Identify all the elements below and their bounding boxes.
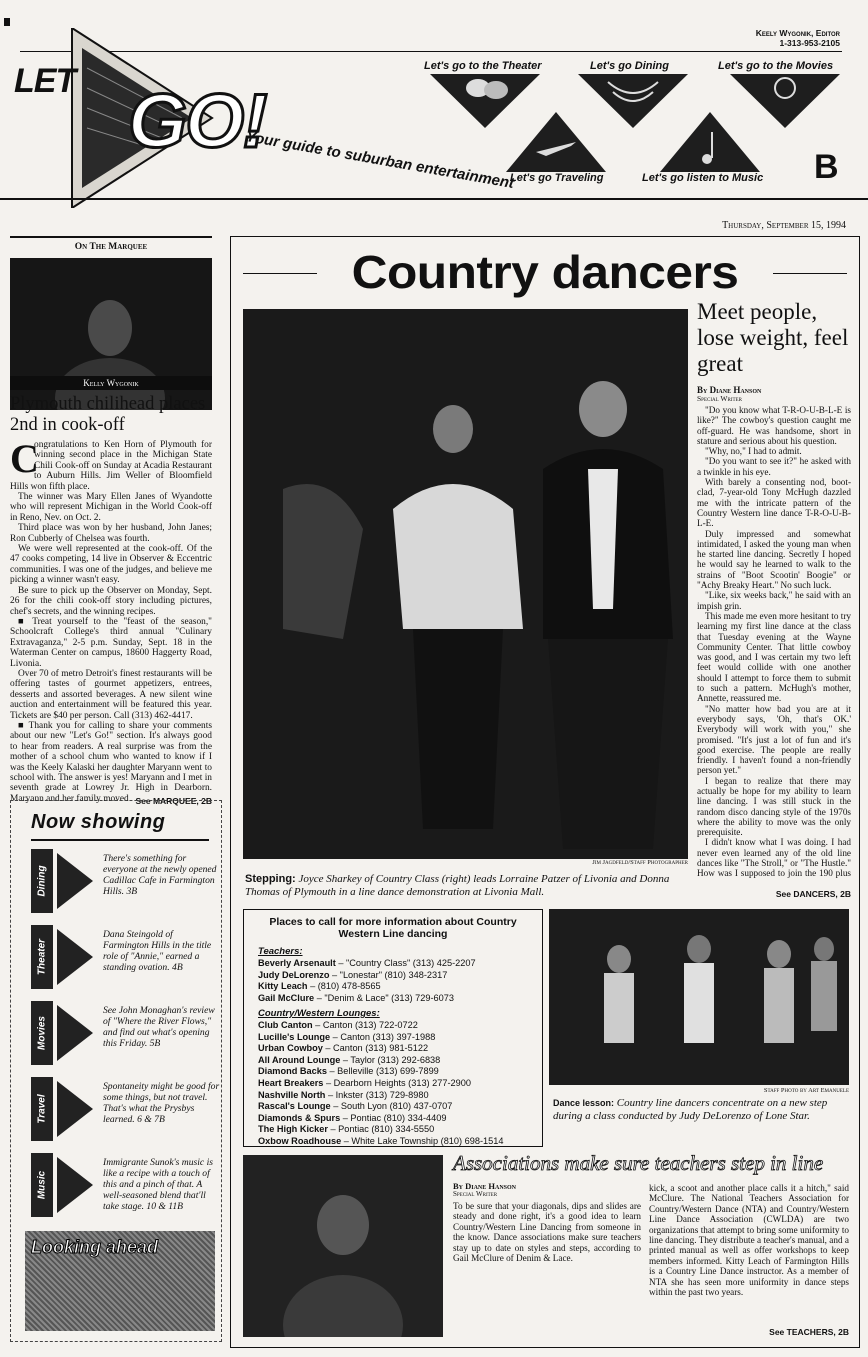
photo-credit: Jim Jagdfeld/Staff Photographer xyxy=(592,859,688,866)
feature-paragraph: "Why, no," I had to admit. xyxy=(705,446,802,457)
category-dining-label[interactable]: Let's go Dining xyxy=(590,60,669,72)
feature-paragraph: "Do you know what T-R-O-U-B-L-E is like?" The cowboy's question caught me off-guard. He was handsome, short in stature and serious about his question. xyxy=(697,405,851,446)
dining-icon xyxy=(57,853,93,909)
item-blurb: Dana Steingold of Farmington Hills in the title role of "Annie," earned a standing ovation. 4B xyxy=(103,929,212,973)
travel-icon xyxy=(57,1081,93,1137)
marquee-paragraph: The winner was Mary Ellen Janes of Wyandotte who will represent Michigan in the World Cook-off in Reno, Nev. on Oct. 2. xyxy=(10,492,212,523)
teacher-name: Gail McClure xyxy=(258,992,315,1003)
headline-rule-right xyxy=(773,273,847,274)
looking-ahead-panel xyxy=(25,1231,215,1331)
line-dancers-icon xyxy=(243,309,688,859)
caption-text: Joyce Sharkey of Country Class (right) leads Lorraine Patzer of Livonia and Donna Thomas of Plymouth in a line dance demonstration at Livonia Mall. xyxy=(245,873,670,898)
category-theater-label[interactable]: Let's go to the Theater xyxy=(424,60,542,72)
theater-icon xyxy=(57,929,93,985)
headline-rule-left xyxy=(243,273,317,274)
corner-mark xyxy=(4,18,10,26)
lounge-entry xyxy=(258,1043,540,1055)
feature-jump[interactable]: See DANCERS, 2B xyxy=(775,889,851,899)
associations-left-text: To be sure that your diagonals, dips and slides are steady and done right, it's a good idea to learn Country/Western Line Dancing from someone in the know. Dance associations make sure teachers stay up to date on styles and steps, according to Gail McClure of Denim & Lace. xyxy=(453,1201,641,1264)
marquee-headline: Plymouth chilihead places 2nd in cook-off xyxy=(10,394,206,435)
marquee-paragraph: We were well represented at the cook-off. Of the 47 cooks competing, 14 live in Observer & Eccentric communities. I was one of the judges, and believe me picking a winner wasn't easy. xyxy=(10,544,212,586)
lounge-name: Oxbow Roadhouse xyxy=(258,1135,342,1146)
movies-icon xyxy=(57,1005,93,1061)
lounge-detail: – Taylor (313) 292-6838 xyxy=(340,1054,441,1065)
lounge-detail: – South Lyon (810) 437-0707 xyxy=(330,1101,453,1112)
dance-lesson-photo xyxy=(549,909,849,1085)
marquee-paragraph: Be sure to pick up the Observer on Monday, Sept. 26 for the chili cook-off story including pictures, chef's secrets, and the winning recipes. xyxy=(10,585,212,617)
teachers-heading: Teachers: xyxy=(258,946,303,957)
category-label: Travel xyxy=(36,1094,48,1124)
category-tab xyxy=(31,925,53,989)
marquee-paragraph: Over 70 of metro Detroit's finest restaurants will be offering tastes of gourmet appetizers, entrees, desserts and assorted beverages. A new silent wine auction and entertainment will be featured this year. Tickets are $40 per person. Call (313) 462-4417. xyxy=(10,668,212,721)
teacher-detail: – (810) 478-8565 xyxy=(307,981,381,992)
travel-plane-icon xyxy=(506,112,606,172)
lounge-name: Heart Breakers xyxy=(258,1077,324,1088)
lounges-heading: Country/Western Lounges: xyxy=(258,1008,380,1019)
marquee-body xyxy=(10,436,212,828)
lounge-detail: – Inkster (313) 729-8980 xyxy=(325,1089,429,1100)
lounge-detail: – Dearborn Heights (313) 277-2900 xyxy=(323,1077,471,1088)
lounge-detail: – Canton (313) 397-1988 xyxy=(330,1031,436,1042)
lounge-detail: – Pontiac (810) 334-4409 xyxy=(340,1112,447,1123)
feature-headline: Country dancers xyxy=(351,246,739,298)
dance-caption-lead: Dance lesson: xyxy=(553,1098,615,1108)
lounge-name: Diamond Backs xyxy=(258,1066,327,1077)
issue-date: Thursday, September 15, 1994 xyxy=(722,220,846,231)
marquee-paragraph: ■ Thank you for calling to share your comments about our new "Let's Go!" section. It's always good to hear from readers. A real surprise was from the mother of a school chum who wanted to know if I was the Keely Kalaski her daughter Maryann went to school with. The answer is yes! Maryann and I met in seventh grade at Lowrey Jr. High in Dearborn. Maryann and her family moved xyxy=(10,720,212,804)
category-movies-label[interactable]: Let's go to the Movies xyxy=(718,60,834,72)
category-label: Dining xyxy=(36,865,48,897)
masthead xyxy=(0,0,868,200)
lounge-detail: – Pontiac (810) 334-5550 xyxy=(327,1124,435,1135)
now-showing-box xyxy=(10,800,222,1342)
feature-byline: By Diane Hanson xyxy=(697,385,762,395)
feature-box xyxy=(230,236,860,1348)
section-letter: B xyxy=(814,148,839,186)
teacher-name: Kitty Leach xyxy=(258,981,308,992)
now-showing-rule xyxy=(31,839,209,841)
associations-headline: Associations make sure teachers step in line xyxy=(453,1151,824,1175)
category-tab xyxy=(31,1001,53,1065)
feature-subhead: Meet people, lose weight, feel great xyxy=(697,299,849,376)
now-showing-item[interactable] xyxy=(31,1153,221,1217)
item-blurb: Immigrante Sunok's music is like a recipe with a touch of this and a pinch of that. A well-seasoned blend that'll take stage. 10 & 11B xyxy=(103,1157,213,1212)
associations-byline: By Diane Hanson xyxy=(453,1181,517,1191)
lounge-entry xyxy=(258,1066,540,1078)
category-tab xyxy=(31,1153,53,1217)
marquee-drop-cap: C xyxy=(10,436,39,481)
lounge-entry xyxy=(258,1124,540,1136)
lounge-entry xyxy=(258,1032,540,1044)
go-word: GO! xyxy=(128,79,266,164)
lounge-name: Club Canton xyxy=(258,1020,313,1030)
lounge-name: Nashville North xyxy=(258,1089,326,1100)
category-traveling-label[interactable]: Let's go Traveling xyxy=(510,172,604,184)
marquee-top-rule xyxy=(10,236,212,238)
marquee-paragraph: ongratulations to Ken Horn of Plymouth for winning second place in the Michigan State Chili Cook-off on Sunday at Acadia Restaurant to Auburn Hills. Jim Weller of Bloomfield Hills won fifth place. xyxy=(10,440,212,492)
lounge-name: Diamonds & Spurs xyxy=(258,1112,341,1123)
feature-body xyxy=(697,405,851,879)
category-tab xyxy=(31,849,53,913)
associations-byline-role: Special Writer xyxy=(453,1190,498,1198)
dance-photo-credit: Staff Photo by Art Emanuele xyxy=(763,1087,849,1094)
dancers-photo xyxy=(243,309,688,859)
music-note-icon xyxy=(660,112,760,172)
lounge-name: Lucille's Lounge xyxy=(258,1031,331,1042)
marquee-paragraph: Third place was won by her husband, John Janes; Ron Cubberly of Chelsea was fourth. xyxy=(10,523,212,544)
teacher-name: Beverly Arsenault xyxy=(258,958,336,968)
teacher-detail: – "Lonestar" (810) 348-2317 xyxy=(329,969,448,980)
marquee-paragraph: ■ Treat yourself to the "feast of the season," Schoolcraft College's third annual "Culinary Extravaganza," 2-5 p.m. Sunday, Sept. 18 in the Waterman Center on campus, 18600 Haggerty Road, Livonia. xyxy=(10,616,212,669)
masthead-bottom-rule xyxy=(0,198,868,200)
category-label: Theater xyxy=(36,938,48,976)
lounge-name: Rascal's Lounge xyxy=(258,1101,331,1112)
marquee-heading: On The Marquee xyxy=(74,242,148,252)
dance-caption-text: Country line dancers concentrate on a new step during a class conducted by Judy DeLorenzo of Lone Star. xyxy=(553,1097,828,1122)
places-title: Places to call for more information about Country Western Line dancing xyxy=(269,916,517,940)
caption-lead: Stepping: xyxy=(245,873,296,885)
marquee-jump[interactable]: See MARQUEE, 2B xyxy=(135,796,212,806)
teacher-entry xyxy=(258,993,538,1005)
now-showing-item[interactable] xyxy=(31,849,221,913)
item-blurb: There's something for everyone at the newly opened Cadillac Cafe in Farmington Hills. 3B xyxy=(103,853,217,897)
lounge-detail: – Canton (313) 722-0722 xyxy=(312,1020,418,1030)
lounge-name: All Around Lounge xyxy=(258,1054,341,1065)
item-blurb: Spontaneity might be good for some things, but not travel. That's what the Prysbys learned. 6 & 7B xyxy=(103,1081,220,1125)
editor-name: Keely Wygonik, Editor xyxy=(755,28,840,38)
teacher-entry xyxy=(258,981,538,993)
looking-ahead-title: Looking ahead xyxy=(31,1237,159,1257)
teacher-entry xyxy=(258,970,538,982)
places-box xyxy=(243,909,543,1147)
dancers-caption xyxy=(245,873,690,899)
lounge-entry xyxy=(258,1020,540,1032)
music-icon xyxy=(57,1157,93,1213)
lounge-entry xyxy=(258,1055,540,1067)
now-showing-item[interactable] xyxy=(31,1001,221,1065)
lounge-name: The High Kicker xyxy=(258,1124,328,1135)
feature-paragraph: With barely a consenting nod, boot-clad, 7-year-old Tony McHugh dazzled me with the intricate pattern of the Country Western line dance T-R-O-U-B-L-E. xyxy=(697,477,851,529)
tagline: Your guide to suburban entertainment xyxy=(244,128,516,193)
lounge-name: Urban Cowboy xyxy=(258,1043,323,1054)
lounge-detail: – Canton (313) 981-5122 xyxy=(322,1043,429,1054)
lounge-detail: – Belleville (313) 699-7899 xyxy=(326,1066,439,1077)
feature-paragraph: Duly impressed and somewhat intimidated, I asked the young man when he started line dancing. Secretly I hoped he would say he learned to walk to the strains of "Boot Scootin' Boogie" or "Achy Breaky Heart." No such luck. xyxy=(697,528,851,591)
now-showing-item[interactable] xyxy=(31,925,221,989)
dance-class-icon xyxy=(549,909,849,1085)
lounge-detail: – White Lake Township (810) 698-1514 xyxy=(341,1135,504,1146)
lounge-entry xyxy=(258,1101,540,1113)
associations-right-text: kick, a scoot and another place calls it a hitch," said McClure. The National Teachers Association for Country/Western Dance (NTA) and Country/Western Line Dance Association (CWLDA) are two organizations that attempt to bring some uniformity to line dancing. They distribute a teacher's manual, and a printed manual as well as offer workshops to keep members informed. Kitty Leach of Farmington Hills is a Country Line Dance instructor. As a member of NTA she has seen more uniformity in dance steps within the past two years. xyxy=(649,1183,849,1298)
associations-jump[interactable]: See TEACHERS, 2B xyxy=(769,1327,849,1337)
teachers-list xyxy=(258,958,538,1004)
feature-paragraph: "No matter how bad you are at it everybody says, 'Oh, that's OK.' Everybody will work with you," she promised. "It's just a lot of fun and it's good exercise. The people are really friendly. I haven't found a non-friendly person yet." xyxy=(697,703,851,776)
category-label: Movies xyxy=(36,1016,48,1050)
teacher-detail: – "Country Class" (313) 425-2207 xyxy=(335,958,476,968)
feature-paragraph: I didn't know what I was doing. I had never even learned any of the old line dances like "The Stroll," or "The Hustle." How was I supposed to join the 190 plus xyxy=(697,837,851,879)
item-blurb: See John Monaghan's review of "Where the River Flows," and find out what's opening this Friday. 5B xyxy=(103,1005,215,1049)
feature-paragraph: This made me even more hesitant to try learning my first line dance at the class that Tuesday evening at the Wayne Community Center. That little cowboy was good, and I was certain my two left feet would collide with one another should I attempt to force them to submit to such a pattern. McHugh's mother, Annette, reassured me. xyxy=(697,610,851,704)
teacher-portrait-icon xyxy=(243,1155,443,1337)
lounge-entry xyxy=(258,1078,540,1090)
lounge-entry xyxy=(258,1136,540,1148)
lounge-entry xyxy=(258,1113,540,1125)
feature-byline-role: Special Writer xyxy=(697,394,742,403)
lounges-list xyxy=(258,1020,540,1148)
category-label: Music xyxy=(36,1170,48,1200)
feature-paragraph: I began to realize that there may actually be hope for my ability to learn line dancing. I was still stuck in the random disco dancing style of the 1970s where the ability to move was the only prerequisite. xyxy=(697,775,851,838)
teacher-entry xyxy=(258,958,538,970)
let-word: LET xyxy=(14,62,76,100)
teacher-detail: – "Denim & Lace" (313) 729-6073 xyxy=(314,992,454,1003)
columnist-label: Kelly Wygonik xyxy=(10,376,212,390)
teacher-name: Judy DeLorenzo xyxy=(258,969,330,980)
editor-phone: 1-313-953-2105 xyxy=(779,38,840,48)
associations-photo xyxy=(243,1155,443,1337)
category-tab xyxy=(31,1077,53,1141)
feature-paragraph: "Do you want to see it?" he asked with a twinkle in his eye. xyxy=(697,456,851,477)
lounge-entry xyxy=(258,1090,540,1102)
now-showing-item[interactable] xyxy=(31,1077,221,1141)
marquee-column xyxy=(10,236,212,806)
now-showing-title: Now showing xyxy=(31,811,166,833)
dance-lesson-caption xyxy=(553,1097,849,1123)
category-music-label[interactable]: Let's go listen to Music xyxy=(642,172,764,184)
feature-paragraph: "Like, six weeks back," he said with an impish grin. xyxy=(697,590,851,611)
